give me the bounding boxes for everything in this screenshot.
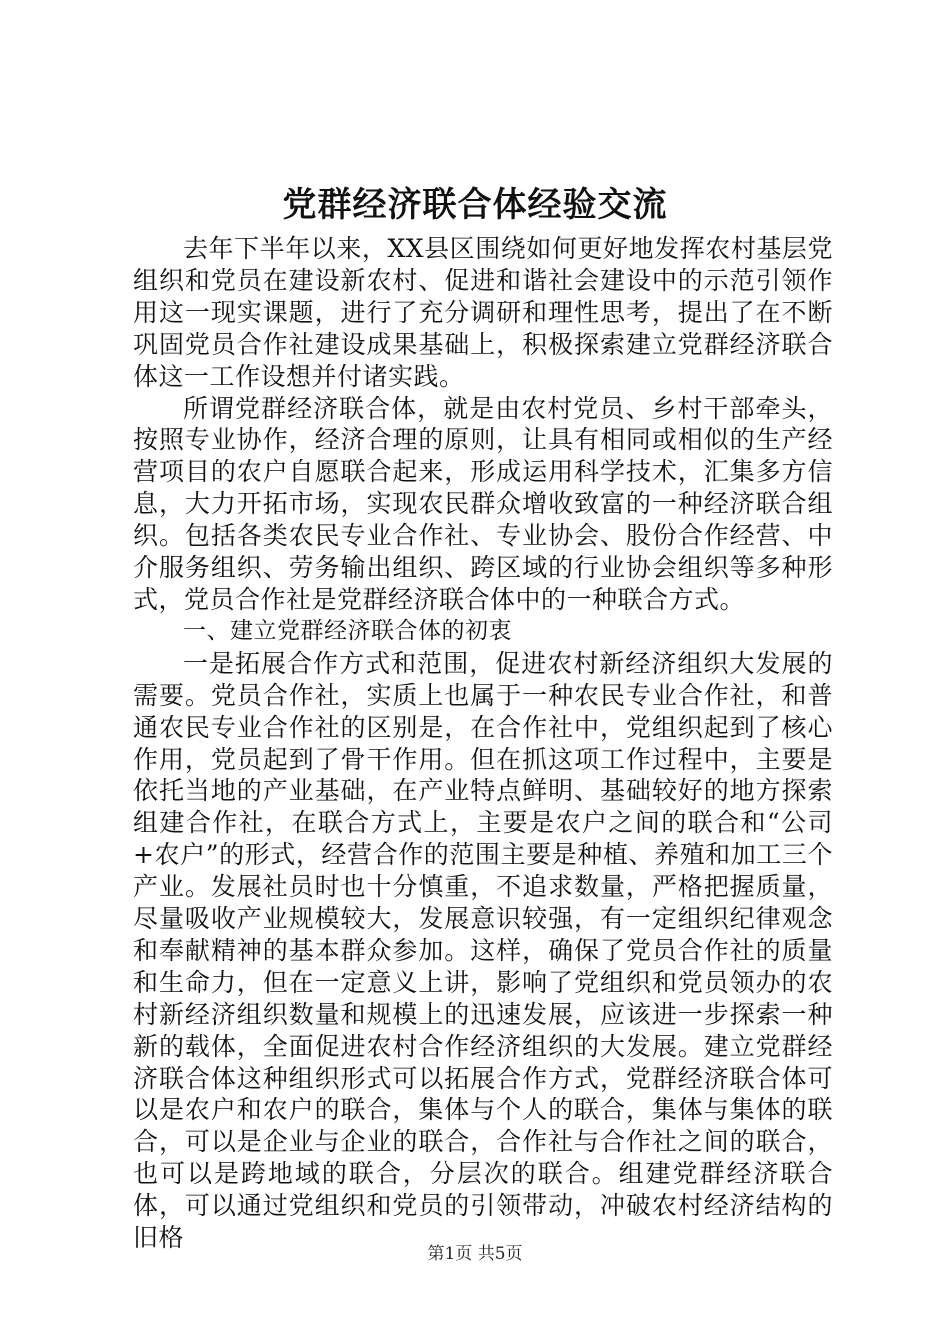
page-footer: 第1页 共5页	[427, 1244, 523, 1264]
paragraph-intro: 去年下半年以来，XX县区围绕如何更好地发挥农村基层党组织和党员在建设新农村、促进和谐社会建设中的示范引领作用这一现实课题，进行了充分调研和理性思考，提出了在不断巩固党员合作社建设成果基础上，积极探索建立党群经济联合体这一工作设想并付诸实践。	[133, 234, 833, 391]
document-title: 党群经济联合体经验交流	[282, 185, 668, 225]
section-heading: 一、建立党群经济联合体的初衷	[183, 617, 512, 644]
paragraph-reason-one: 一是拓展合作方式和范围，促进农村新经济组织大发展的需要。党员合作社，实质上也属于一种农民专业合作社，和普通农民专业合作社的区别是，在合作社中，党组织起到了核心作用，党员起到了骨干作用。但在抓这项工作过程中，主要是依托当地的产业基础，在产业特点鲜明、基础较好的地方探索组建合作社，在联合方式上，主要是农户之间的联合和“公司+农户”的形式，经营合作的范围主要是种植、养殖和加工三个产业。发展社员时也十分慎重，不追求数量，严格把握质量，尽量吸收产业规模较大，发展意识较强，有一定组织纪律观念和奉献精神的基本群众参加。这样，确保了党员合作社的质量和生命力，但在一定意义上讲，影响了党组织和党员领办的农村新经济组织数量和规模上的迅速发展，应该进一步探索一种新的载体，全面促进农村合作经济组织的大发展。建立党群经济联合体这种组织形式可以拓展合作方式，党群经济联合体可以是农户和农户的联合，集体与个人的联合，集体与集体的联合，可以是企业与企业的联合，合作社与合作社之间的联合，也可以是跨地域的联合，分层次的联合。组建党群经济联合体，可以通过党组织和党员的引领带动，冲破农村经济结构的旧格	[133, 648, 833, 1253]
paragraph-definition: 所谓党群经济联合体，就是由农村党员、乡村干部牵头，按照专业协作，经济合理的原则，让具有相同或相似的生产经营项目的农户自愿联合起来，形成运用科学技术，汇集多方信息，大力开拓市场，实现农民群众增收致富的一种经济联合组织。包括各类农民专业合作社、专业协会、股份合作经营、中介服务组织、劳务输出组织、跨区域的行业协会组织等多种形式，党员合作社是党群经济联合体中的一种联合方式。	[133, 393, 833, 614]
document-body	[133, 233, 833, 1254]
